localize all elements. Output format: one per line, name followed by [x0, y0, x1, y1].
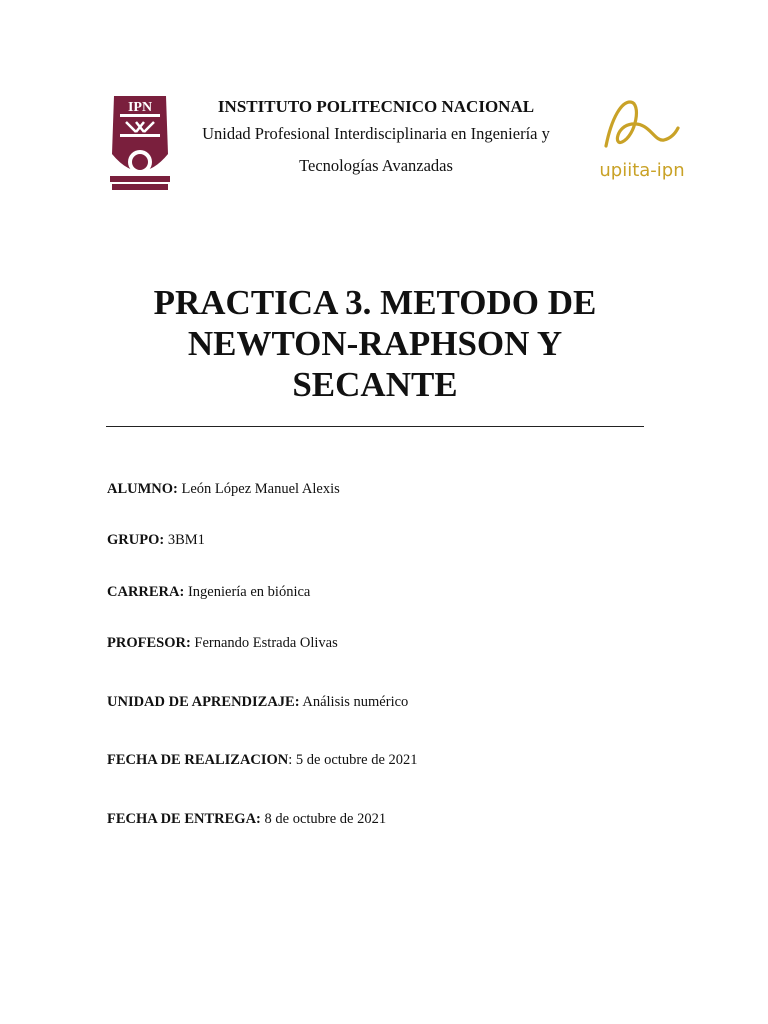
field-value: : 5 de octubre de 2021: [288, 752, 418, 768]
field-label: FECHA DE REALIZACION: [107, 752, 289, 768]
field-value: León López Manuel Alexis: [177, 481, 340, 497]
field-label: CARRERA:: [107, 584, 185, 600]
field-label: UNIDAD DE APRENDIZAJE:: [107, 694, 300, 710]
field-value: 8 de octubre de 2021: [260, 811, 387, 827]
field-fecha-entrega: [107, 810, 386, 828]
title-line3: SECANTE: [292, 365, 458, 404]
title-divider: [106, 426, 644, 427]
field-label: FECHA DE ENTREGA:: [107, 811, 261, 827]
ipn-logo-text: IPN: [127, 100, 153, 115]
field-profesor: [107, 634, 338, 652]
upiita-logo-icon: [592, 96, 696, 182]
field-value: Ingeniería en biónica: [184, 584, 311, 600]
upiita-logo-text: upiita-ipn: [599, 160, 685, 181]
title-line1: PRACTICA 3. METODO DE: [153, 283, 597, 322]
field-label: ALUMNO:: [107, 481, 178, 497]
document-title: [106, 282, 644, 405]
field-grupo: [107, 531, 205, 549]
institution-name: INSTITUTO POLITECNICO NACIONAL: [217, 97, 535, 116]
field-label: GRUPO:: [107, 532, 165, 548]
title-line2: NEWTON-RAPHSON Y: [187, 324, 563, 363]
field-unidad-aprendizaje: [107, 693, 408, 711]
ipn-logo-icon: [106, 92, 174, 192]
header-block: [178, 96, 574, 182]
field-label: PROFESOR:: [107, 635, 191, 651]
field-fecha-realizacion: [107, 751, 418, 769]
field-value: 3BM1: [164, 532, 205, 548]
field-alumno: [107, 480, 340, 498]
unit-name-line1: Unidad Profesional Interdisciplinaria en Ingeniería y: [202, 124, 550, 143]
field-carrera: [107, 583, 310, 601]
field-value: Análisis numérico: [299, 694, 409, 710]
unit-name-line2: Tecnologías Avanzadas: [299, 156, 453, 175]
field-value: Fernando Estrada Olivas: [190, 635, 338, 651]
